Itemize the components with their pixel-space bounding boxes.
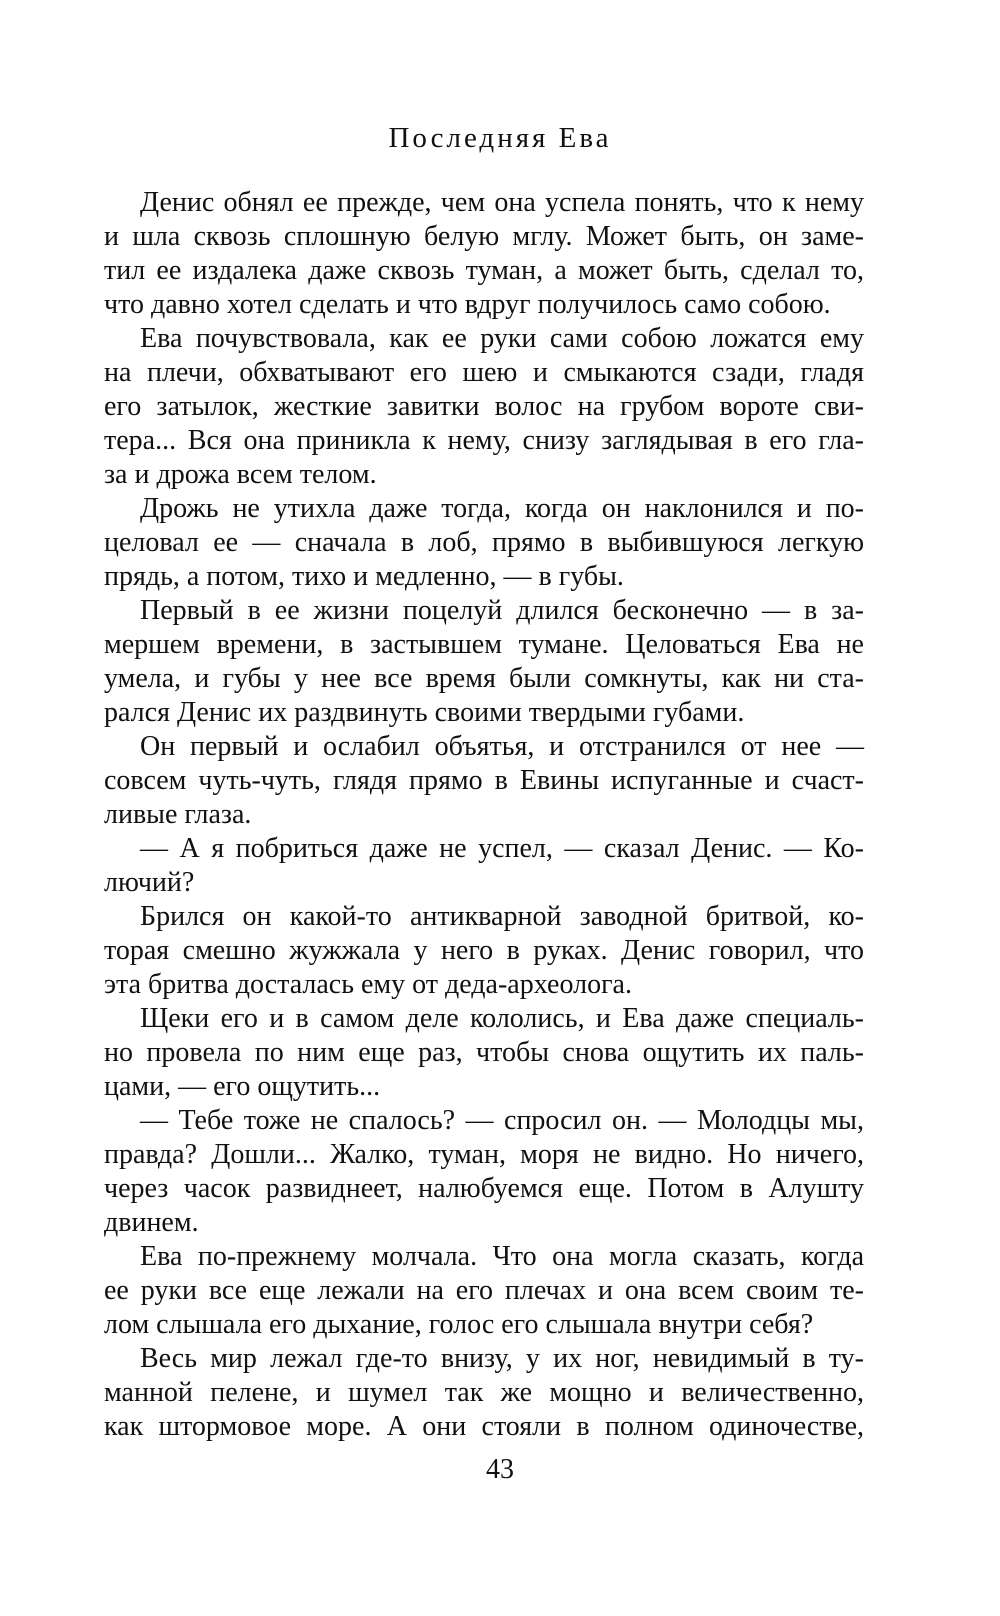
- paragraph: [104, 832, 864, 900]
- text-line: — Тебе тоже не спалось? — спросил он. — Молодцы мы,: [140, 1105, 864, 1136]
- paragraph: [104, 322, 864, 492]
- text-line: торая смешно жужжала у него в руках. Денис говорил, что: [104, 935, 864, 966]
- text-line: через часок развиднеет, налюбуемся еще. Потом в Алушту: [104, 1173, 864, 1204]
- text-line: его затылок, жесткие завитки волос на грубом вороте сви-: [104, 391, 864, 422]
- text-line: — А я побриться даже не успел, — сказал Денис. — Ко-: [140, 833, 864, 864]
- text-line: рался Денис их раздвинуть своими твердыми губами.: [104, 697, 745, 728]
- text-line: и шла сквозь сплошную белую мглу. Может быть, он заме-: [104, 221, 864, 252]
- text-line: Дрожь не утихла даже тогда, когда он наклонился и по-: [140, 493, 864, 524]
- text-line: Он первый и ослабил объятья, и отстранился от нее —: [140, 731, 864, 762]
- text-line: прядь, а потом, тихо и медленно, — в губы.: [104, 561, 624, 592]
- text-line: Весь мир лежал где-то внизу, у их ног, невидимый в ту-: [140, 1343, 864, 1374]
- text-line: ее руки все еще лежали на его плечах и она всем своим те-: [104, 1275, 864, 1306]
- text-line: за и дрожа всем телом.: [104, 459, 377, 490]
- text-line: как штормовое море. А они стояли в полном одиночестве,: [104, 1411, 864, 1442]
- text-line: манной пелене, и шумел так же мощно и величественно,: [104, 1377, 864, 1408]
- text-line: Ева по-прежнему молчала. Что она могла сказать, когда: [140, 1241, 864, 1272]
- body-text: [104, 186, 864, 1444]
- text-line: Первый в ее жизни поцелуй длился бесконечно — в за-: [140, 595, 864, 626]
- paragraph: [104, 492, 864, 594]
- paragraph: [104, 730, 864, 832]
- text-line: на плечи, обхватывают его шею и смыкаются сзади, гладя: [104, 357, 864, 388]
- text-line: умела, и губы у нее все время были сомкнуты, как ни ста-: [104, 663, 864, 694]
- text-line: правда? Дошли... Жалко, туман, моря не видно. Но ничего,: [104, 1139, 864, 1170]
- text-line: эта бритва досталась ему от деда-археолога.: [104, 969, 632, 1000]
- text-line: тил ее издалека даже сквозь туман, а может быть, сделал то,: [104, 255, 864, 286]
- paragraph: [104, 594, 864, 730]
- text-line: ливые глаза.: [104, 799, 252, 830]
- text-line: мершем времени, в застывшем тумане. Целоваться Ева не: [104, 629, 864, 660]
- text-line: Денис обнял ее прежде, чем она успела понять, что к нему: [140, 187, 864, 218]
- text-line: совсем чуть-чуть, глядя прямо в Евины испуганные и счаст-: [104, 765, 864, 796]
- paragraph: [104, 1104, 864, 1240]
- paragraph: [104, 1240, 864, 1342]
- paragraph: [104, 186, 864, 322]
- text-line: двинем.: [104, 1207, 199, 1238]
- page-number: 43: [486, 1454, 514, 1485]
- text-line: что давно хотел сделать и что вдруг получилось само собою.: [104, 289, 831, 320]
- text-line: Ева почувствовала, как ее руки сами собою ложатся ему: [140, 323, 864, 354]
- paragraph: [104, 1342, 864, 1444]
- text-line: целовал ее — сначала в лоб, прямо в выбившуюся легкую: [104, 527, 864, 558]
- text-line: лом слышала его дыхание, голос его слышала внутри себя?: [104, 1309, 814, 1340]
- text-line: лючий?: [104, 867, 195, 898]
- text-line: Щеки его и в самом деле кололись, и Ева даже специаль-: [140, 1003, 864, 1034]
- running-head: Последняя Ева: [388, 122, 612, 154]
- paragraph: [104, 900, 864, 1002]
- text-line: но провела по ним еще раз, чтобы снова ощутить их паль-: [104, 1037, 864, 1068]
- text-line: тера... Вся она приникла к нему, снизу заглядывая в его гла-: [104, 425, 864, 456]
- text-line: цами, — его ощутить...: [104, 1071, 381, 1102]
- paragraph: [104, 1002, 864, 1104]
- text-line: Брился он какой-то антикварной заводной бритвой, ко-: [140, 901, 864, 932]
